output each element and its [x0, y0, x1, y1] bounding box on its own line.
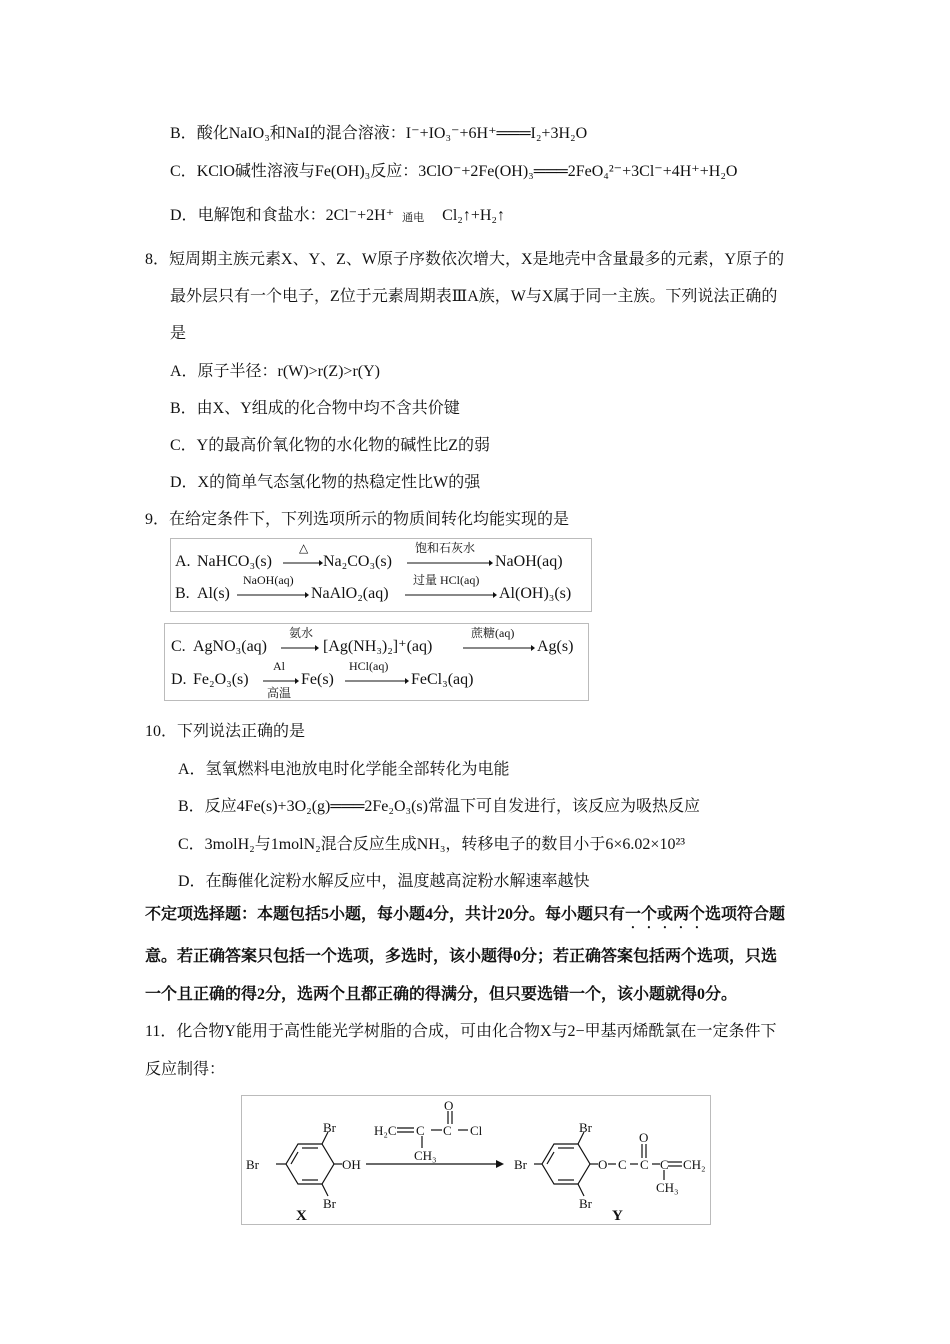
q10-option-c: C．3molH₂与1molN₂混合反应生成NH₃，转移电子的数目小于6×6.02×10²³	[178, 836, 686, 853]
q10-option-a: A．氢氧燃料电池放电时化学能全部转化为电能	[178, 761, 510, 778]
q11-stem-line2: 反应制得：	[145, 1061, 226, 1078]
section-instructions-line3: 一个且正确的得2分，选两个且都正确的得满分，但只要选错一个，该小题就得0分。	[145, 986, 738, 1003]
q11-number: 11．	[145, 1023, 177, 1040]
q9-c-cond2: 蔗糖(aq)	[471, 626, 515, 640]
q9-d-s2: Fe(s)	[301, 671, 334, 688]
q9-a-s3: NaOH(aq)	[495, 553, 563, 570]
reagent-c1: C	[416, 1123, 425, 1138]
x-oh: OH	[342, 1157, 361, 1172]
x-label: X	[296, 1208, 307, 1224]
q7-option-d-text-left: 电解饱和食盐水：2Cl⁻+2H⁺	[197, 207, 395, 224]
emphasized-text: 一个或两个	[625, 906, 706, 923]
q9-b-arrow1	[237, 591, 309, 599]
q9-b-s2: NaAlO₂(aq)	[311, 585, 389, 602]
q9-c-label: C.	[171, 638, 186, 655]
q9-a-cond2: 饱和石灰水	[415, 541, 476, 555]
q9-b-arrow2	[405, 591, 497, 599]
q7-option-c-text: KClO碱性溶液与Fe(OH)₃反应：3ClO⁻+2Fe(OH)₃═══2FeO₄²⁻+3Cl⁻+4H⁺+H₂O	[196, 163, 738, 180]
q7-option-d-label: D．	[170, 207, 198, 224]
reaction-scheme-svg	[242, 1096, 710, 1224]
q7-option-d-text-right: Cl₂↑+H₂↑	[442, 207, 506, 224]
q9-a-arrow2	[407, 559, 493, 567]
q10-number: 10．	[145, 723, 178, 740]
x-br-top: Br	[323, 1120, 336, 1135]
q9-d-arrow2	[345, 677, 409, 685]
q9-b-cond1: NaOH(aq)	[243, 573, 294, 587]
q9-options-cd-box	[164, 623, 589, 701]
q9-a-s1: NaHCO₃(s)	[197, 553, 272, 570]
y-c2: C	[640, 1157, 649, 1172]
x-br-bottom: Br	[323, 1196, 336, 1211]
q9-d-s1: Fe₂O₃(s)	[193, 671, 249, 688]
q7-option-d	[170, 206, 505, 226]
q9-d-cond1b: 高温	[267, 686, 292, 700]
q10-option-b: B．反应4Fe(s)+3O₂(g)═══2Fe₂O₃(s)常温下可自发进行，该反应为吸热反应	[178, 798, 700, 815]
y-o: O	[598, 1157, 608, 1172]
q8-option-c: C．Y的最高价氧化物的水化物的碱性比Z的弱	[170, 437, 491, 454]
q9-c-cond1: 氨水	[289, 626, 314, 640]
q9-c-arrow2	[463, 644, 535, 652]
section-instructions-line2: 意。若正确答案只包括一个选项，多选时，该小题得0分；若正确答案包括两个选项，只选	[145, 948, 778, 965]
q9-d-label: D.	[171, 671, 187, 688]
q9-a-cond1: △	[299, 541, 309, 555]
x-benzene-ring	[286, 1144, 334, 1184]
q9-b-label: B.	[175, 585, 190, 602]
q9-d-cond2: HCl(aq)	[349, 659, 389, 673]
reaction-scheme	[241, 1095, 711, 1225]
q9-c-s2: [Ag(NH₃)₂]⁺(aq)	[323, 638, 433, 655]
q7-option-b	[170, 124, 587, 144]
q9-c-s1: AgNO₃(aq)	[193, 638, 267, 655]
q9-a-s2: Na₂CO₃(s)	[323, 553, 392, 570]
q7-option-b-text: 酸化NaIO₃和NaI的混合溶液：I⁻+IO₃⁻+6H⁺═══I₂+3H₂O	[196, 125, 588, 142]
q8-option-b: B．由X、Y组成的化合物中均不含共价键	[170, 400, 460, 417]
q9-a-label: A.	[175, 553, 191, 570]
q9-b-s1: Al(s)	[197, 585, 230, 602]
q10-stem: 10．下列说法正确的是	[145, 723, 306, 740]
y-label: Y	[612, 1208, 623, 1224]
reagent-o: O	[444, 1098, 454, 1113]
y-benzene-ring	[542, 1144, 590, 1184]
reagent-h2c: H₂C	[374, 1123, 397, 1138]
q9-number: 9．	[145, 511, 170, 528]
y-ch2: CH₂	[683, 1157, 706, 1172]
y-c1: C	[618, 1157, 627, 1172]
y-ch3: CH₃	[656, 1180, 679, 1195]
q8-option-a: A．原子半径：r(W)>r(Z)>r(Y)	[170, 363, 380, 380]
section-instructions-line1: 不定项选择题：本题包括5小题，每小题4分，共计20分。每小题只有一个或两个选项符合题	[145, 906, 786, 923]
q7-option-c-label: C．	[170, 163, 197, 180]
reagent-c2: C	[443, 1123, 452, 1138]
reagent-cl: Cl	[470, 1123, 483, 1138]
q9-c-s3: Ag(s)	[537, 638, 574, 655]
q8-stem-line3: 是	[170, 325, 187, 342]
y-br-top: Br	[579, 1120, 592, 1135]
q9-stem: 9．在给定条件下，下列选项所示的物质间转化均能实现的是	[145, 511, 570, 528]
q7-option-b-label: B．	[170, 125, 197, 142]
q10-option-d: D．在酶催化淀粉水解反应中，温度越高淀粉水解速率越快	[178, 873, 590, 890]
q9-a-arrow1	[283, 559, 323, 567]
y-br-left: Br	[514, 1157, 527, 1172]
q9-b-s3: Al(OH)₃(s)	[499, 585, 572, 602]
q9-b-cond2: 过量 HCl(aq)	[413, 573, 480, 587]
y-br-bottom: Br	[579, 1196, 592, 1211]
q7-option-d-condition: 通电	[402, 212, 425, 224]
reagent-ch3: CH₃	[414, 1148, 437, 1163]
q9-d-s3: FeCl₃(aq)	[411, 671, 474, 688]
q11-stem-line1: 11．化合物Y能用于高性能光学树脂的合成，可由化合物X与2−甲基丙烯酰氯在一定条件下	[145, 1023, 777, 1040]
q9-options-ab-box	[170, 538, 592, 612]
q9-d-cond1: Al	[273, 659, 285, 673]
q8-number: 8．	[145, 251, 170, 268]
x-br-left: Br	[246, 1157, 259, 1172]
y-o-carbonyl: O	[639, 1130, 649, 1145]
q9-c-arrow1	[281, 644, 319, 652]
q8-option-d: D．X的简单气态氢化物的热稳定性比W的强	[170, 474, 481, 491]
y-c3: C	[660, 1157, 669, 1172]
q8-stem-line2: 最外层只有一个电子，Z位于元素周期表ⅢA族，W与X属于同一主族。下列说法正确的	[170, 288, 778, 305]
q7-option-c	[170, 162, 737, 182]
q8-stem-line1: 8．短周期主族元素X、Y、Z、W原子序数依次增大，X是地壳中含量最多的元素，Y原子的	[145, 251, 785, 268]
